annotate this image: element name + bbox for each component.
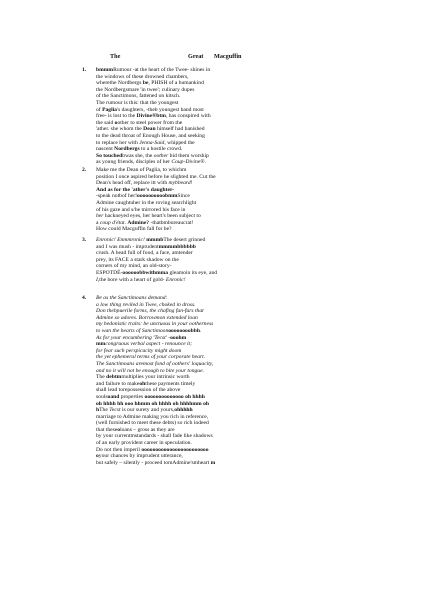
- text-run: Make me the Dean of Paglia, to whichm: [96, 167, 187, 173]
- text-line: [96, 321, 276, 328]
- text-run: m: [210, 459, 216, 466]
- text-run: bwas she, the: [122, 152, 154, 159]
- text-run: Divine®btm: [136, 113, 166, 120]
- text-run: to a hostile crowd.: [139, 146, 183, 153]
- text-run: Admine so adores. Borrowmon extended loan: [96, 314, 198, 321]
- text-run: (well furnished to meet these debts) so rich indeed: [96, 420, 209, 427]
- text-run: of his gaze and s/he mirrored his face in: [96, 206, 186, 213]
- text-run: loans – gross as they are: [120, 426, 175, 433]
- text-line: [96, 401, 276, 408]
- text-run: As for your encumbering 'Tecst' -: [96, 334, 171, 341]
- text-line: [96, 277, 276, 284]
- stanza-number: 3.: [82, 237, 87, 243]
- text-line: [96, 407, 276, 414]
- text-line: [96, 167, 276, 174]
- stanza-number: 4.: [82, 295, 87, 301]
- text-run: ,the bore with a heart of gold-: [97, 276, 166, 283]
- text-run: a low thing reviled in Twee, choked in dross.: [96, 301, 196, 308]
- text-run: marriage to Admine making you rich in reference,: [96, 413, 209, 420]
- text-run: position I once aspired before he slighted me. Cut the: [96, 173, 216, 180]
- text-line: [96, 315, 276, 322]
- text-line: [96, 295, 276, 302]
- stanza-number: 1.: [82, 67, 87, 73]
- text-run: .: [124, 219, 128, 226]
- text-run: hackneyed eyes, her heart's been subject to: [103, 213, 201, 220]
- text-run: the Nordbergsmare 'in twee'; culinary dupes: [96, 86, 195, 93]
- text-run: to replace her with: [96, 139, 140, 146]
- text-line: [96, 67, 276, 74]
- text-run: o: [96, 453, 99, 460]
- text-line: [96, 453, 276, 460]
- text-line: [96, 180, 276, 187]
- text-run: Since: [177, 193, 190, 200]
- stanza-text: [96, 67, 276, 166]
- text-run: the said: [96, 119, 115, 126]
- text-run: oooooobbwithmma: [122, 269, 169, 276]
- text-run: debtm: [106, 374, 122, 381]
- text-run: as young friends, disciples of her: [96, 159, 172, 166]
- stanza-text: [96, 295, 276, 466]
- text-run: gleamoin its eye, and: [168, 269, 218, 276]
- text-run: How could Macguffin fall for be?: [96, 226, 172, 233]
- text-run: The rumour is this: that the youngest: [96, 99, 179, 106]
- text-run: Admine?: [127, 219, 150, 226]
- text-run: bid them worship: [168, 152, 209, 159]
- text-line: [96, 146, 276, 153]
- text-run: prey, its FACE a stark shadow on the: [96, 256, 179, 263]
- text-run: properties: [119, 393, 145, 400]
- text-run: Do not then imperil: [96, 446, 142, 453]
- text-line: [96, 270, 276, 277]
- text-run: Enronic!: [165, 276, 186, 283]
- text-line: [96, 460, 276, 467]
- text-run: Enronic! Enmmronic!: [96, 237, 145, 243]
- text-line: [96, 133, 276, 140]
- text-run: to the dead throat of Enough House, and seeking: [96, 132, 205, 139]
- text-run: bmmm: [96, 67, 114, 73]
- text-line: [96, 440, 276, 447]
- text-run: coup d'état: [99, 219, 125, 226]
- text-run: Don thebpuerile forms, the chafing fun-furs that: [96, 308, 204, 315]
- text-line: [96, 328, 276, 335]
- text-run: of an early provident career in speculation.: [96, 440, 192, 447]
- text-run: -thatbmbureaucrat!: [149, 219, 194, 226]
- text-run: the windows of these drowned chambers,: [96, 73, 189, 80]
- text-line: [96, 140, 276, 147]
- text-run: oother: [153, 152, 169, 159]
- text-line: [96, 335, 276, 342]
- text-run: The: [99, 407, 110, 414]
- text-run: ESPOTDÉ-: [96, 269, 123, 276]
- text-run: Tecst: [109, 407, 121, 414]
- text-run: oh: [139, 380, 146, 387]
- text-run: nascent: [96, 146, 115, 153]
- text-run: and failure to make: [96, 380, 140, 387]
- text-run: The Sanctimoans aremost fond of oothers' loquacity,: [96, 360, 214, 367]
- text-run: multiplies your intrinsic worth: [121, 374, 190, 381]
- text-run: corners of my mind, an old-story-: [96, 263, 172, 270]
- text-line: [96, 200, 276, 207]
- text-run: of the Sanctimons, fattened on kitsch.: [96, 93, 181, 100]
- text-line: [96, 354, 276, 361]
- text-run: the yet ephemeral terms of your corporate heart.: [96, 354, 206, 361]
- text-run: by your currentmstandards - shall fade like shadows: [96, 433, 213, 440]
- text-run: The desert grinned: [163, 237, 206, 243]
- text-run: oooooooooooooo oh hhhh: [144, 393, 205, 400]
- text-run: my hedonistic traits: be unctuous in your ootherness: [96, 321, 214, 328]
- text-run: 'ather. she whom the: [96, 126, 144, 133]
- text-run: I: [96, 276, 98, 283]
- text-run: oooooooooobmm: [137, 193, 178, 200]
- text-line: [96, 447, 276, 454]
- text-run: Be as the Sanctimoans demand:: [96, 295, 168, 301]
- text-run: but safely – silently - proceed tomAdmine'smheart: [96, 459, 211, 466]
- text-run: Admine caughtuher in the roving searchlight: [96, 199, 197, 206]
- text-run: o: [117, 426, 121, 433]
- text-run: be: [142, 80, 149, 87]
- text-run: to wan the hearts of Sanctimoon: [96, 327, 169, 334]
- text-line: [96, 126, 276, 133]
- text-line: [96, 226, 276, 233]
- text-run: oand: [107, 393, 120, 400]
- text-run: Paglia: [102, 106, 117, 113]
- text-run: of: [96, 106, 103, 113]
- text-run: Jenna-Said: [139, 139, 165, 146]
- text-line: [96, 341, 276, 348]
- text-run: .: [199, 327, 202, 334]
- text-run: her: [96, 213, 104, 220]
- text-run: crush. A head full of food, a face, amtender: [96, 250, 193, 257]
- text-run: The: [96, 374, 107, 381]
- text-run: , PHISH of a humankind: [148, 80, 204, 87]
- text-run: , has conspired with: [165, 113, 211, 120]
- text-run: Dean's head off, replace itt with: [96, 180, 169, 187]
- stanza-text: [96, 167, 276, 233]
- text-run: ooohm: [170, 334, 187, 341]
- text-run: , whipped the: [164, 139, 195, 146]
- text-run: h: [96, 407, 100, 414]
- text-line: [96, 93, 276, 100]
- text-run: 's daughters, -theb youngest band most: [116, 106, 204, 113]
- text-line: [96, 213, 276, 220]
- text-line: [96, 237, 276, 244]
- text-run: And as for the 'ather's daughter-: [96, 186, 175, 193]
- text-run: wherethe Nordbergs: [96, 80, 143, 87]
- text-run: mm: [96, 341, 106, 348]
- text-run: is our surety and yours,: [120, 407, 175, 414]
- text-run: mybbeard: [168, 180, 191, 187]
- text-line: [96, 80, 276, 87]
- text-line: [96, 207, 276, 214]
- text-run: Coup-Divine®: [171, 159, 205, 166]
- text-run: !: [190, 180, 193, 187]
- text-line: [96, 113, 276, 120]
- text-run: shall lead torepossession of the above: [96, 387, 181, 394]
- title-word-great: Great: [188, 53, 204, 60]
- text-run: for fear such perspicacity might doom: [96, 347, 182, 354]
- text-line: [96, 100, 276, 107]
- text-line: [96, 368, 276, 375]
- text-run: these payments timely: [145, 380, 196, 387]
- text-line: [96, 250, 276, 257]
- text-run: that these: [96, 426, 118, 433]
- text-run: -speak notbof her!: [96, 193, 138, 200]
- text-run: your chances by imprudent utterance,: [98, 453, 183, 460]
- stanza-text: [96, 237, 276, 283]
- text-run: and I was mush - imprudent: [96, 243, 159, 250]
- text-run: o: [114, 119, 118, 126]
- text-run: oooooooobbh: [168, 327, 200, 334]
- text-line: [96, 361, 276, 368]
- text-run: Nordbergs: [114, 146, 140, 153]
- text-run: Rumour -at the heart of the Twee- shines in: [113, 67, 211, 73]
- text-run: congruous verbal aspect - renounce it;: [105, 341, 192, 348]
- text-line: [96, 159, 276, 166]
- text-run: mmmmbbbbbb: [158, 243, 196, 250]
- text-run: Dean: [143, 126, 156, 133]
- text-run: oh hhhh hh ooo hhmm oh hhhh oh hhhhmm oh: [96, 400, 210, 407]
- title-word-macguffin: Macguffin: [214, 53, 242, 60]
- text-line: [96, 374, 276, 381]
- text-line: [96, 394, 276, 401]
- text-run: a: [96, 219, 100, 226]
- text-run: other to steel power from the: [117, 119, 183, 126]
- text-run: free- is lost to the: [96, 113, 137, 120]
- stanza-number: 2.: [82, 167, 87, 173]
- text-line: [96, 387, 276, 394]
- text-run: souls: [96, 393, 108, 400]
- text-line: [96, 193, 276, 200]
- text-run: and no it will not be enough to bite your tongue.: [96, 367, 204, 374]
- text-run: oooooooooooooooooooooooo: [141, 446, 209, 453]
- text-line: [96, 308, 276, 315]
- text-run: So touched: [96, 152, 123, 159]
- text-run: .: [204, 159, 206, 166]
- text-run: himself had banished: [155, 126, 205, 133]
- text-run: mmmb: [146, 237, 164, 243]
- title-word-the: The: [110, 53, 121, 60]
- text-line: [96, 263, 276, 270]
- text-run: ohhhhh: [174, 407, 193, 414]
- text-line: [96, 420, 276, 427]
